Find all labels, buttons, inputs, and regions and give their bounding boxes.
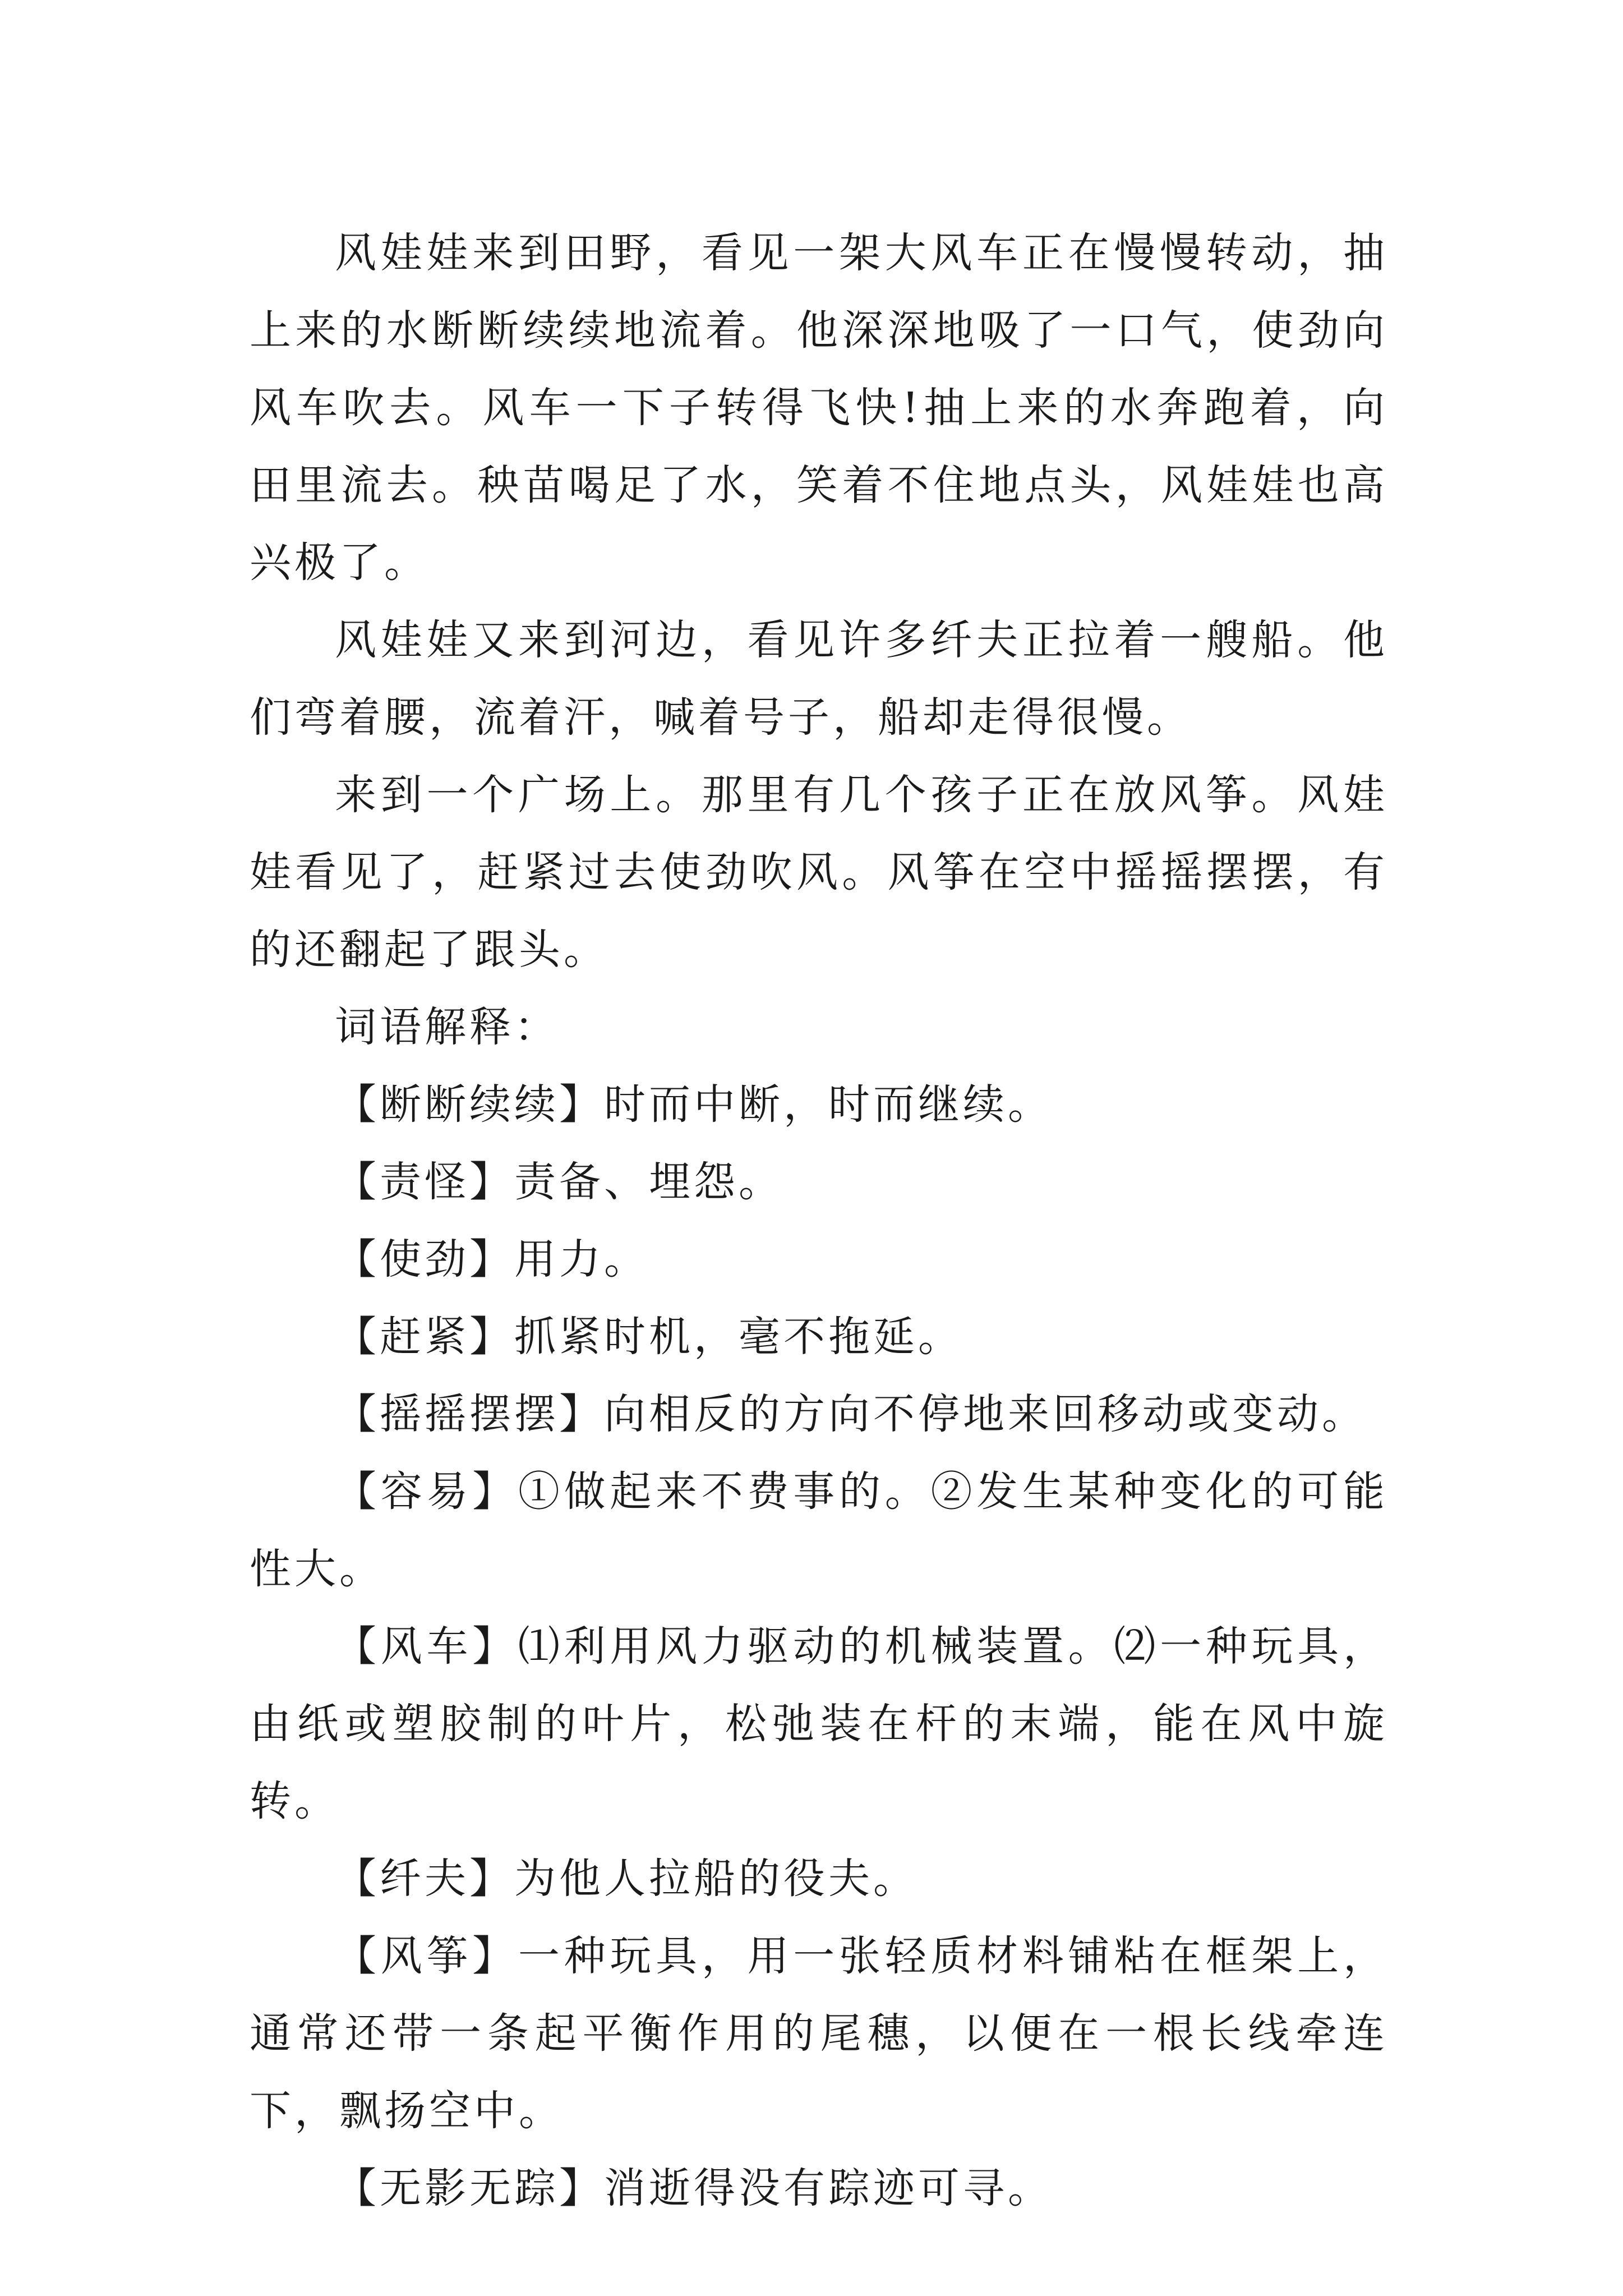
glossary-entry: 【责怪】责备、埋怨。 — [335, 1158, 783, 1206]
story-paragraph: 风娃娃来到田野，看见一架大风车正在慢慢转动，抽上来的水断断续续地流着。他深深地吸了一口气，使劲向风车吹去。风车一下子转得飞快!抽上来的水奔跑着，向田里流去。秧苗喝足了水，笑着不住地点头，风娃娃也高兴极了。 — [250, 229, 1388, 587]
document-body — [250, 214, 1388, 2227]
glossary-entry: 【风车】⑴利用风力驱动的机械装置。⑵一种玩具，由纸或塑胶制的叶片，松弛装在杆的末端，能在风中旋转。 — [250, 1622, 1388, 1825]
story-paragraph: 风娃娃又来到河边，看见许多纤夫正拉着一艘船。他们弯着腰，流着汗，喊着号子，船却走得很慢。 — [250, 616, 1388, 742]
glossary-heading: 词语解释： — [335, 1003, 559, 1051]
glossary-entry: 【断断续续】时而中断，时而继续。 — [335, 1080, 1053, 1129]
glossary-entry: 【摇摇摆摆】向相反的方向不停地来回移动或变动。 — [335, 1390, 1367, 1438]
story-paragraph: 来到一个广场上。那里有几个孩子正在放风筝。风娃娃看见了，赶紧过去使劲吹风。风筝在空中摇摇摆摆，有的还翻起了跟头。 — [250, 771, 1388, 974]
glossary-entry: 【纤夫】为他人拉船的役夫。 — [335, 1855, 918, 1903]
glossary-entry: 【赶紧】抓紧时机，毫不拖延。 — [335, 1313, 963, 1361]
glossary-entry: 【容易】①做起来不费事的。②发生某种变化的可能性大。 — [250, 1467, 1388, 1593]
glossary-entry: 【使劲】用力。 — [335, 1235, 649, 1283]
glossary-entry: 【无影无踪】消逝得没有踪迹可寻。 — [335, 2164, 1053, 2212]
glossary-entry: 【风筝】一种玩具，用一张轻质材料铺粘在框架上，通常还带一条起平衡作用的尾穗，以便在一根长线牵连下，飘扬空中。 — [250, 1932, 1388, 2135]
